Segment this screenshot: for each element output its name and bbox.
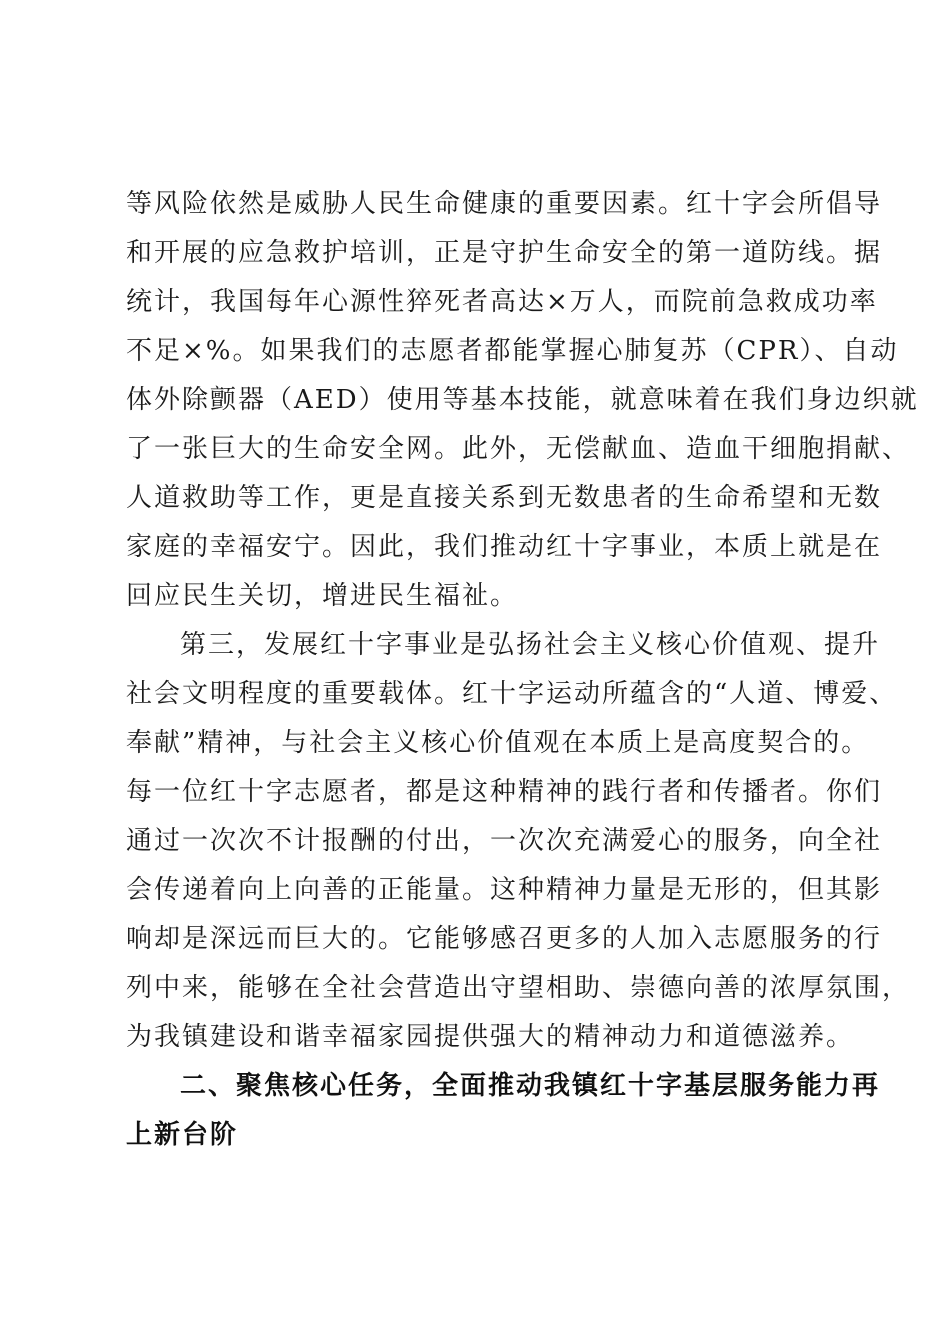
text-line: 通过一次次不计报酬的付出，一次次充满爱心的服务，向全社	[126, 826, 883, 856]
document-body	[126, 180, 919, 1160]
text-line: 为我镇建设和谐幸福家园提供强大的精神动力和道德滋养。	[126, 1022, 855, 1052]
text-line: 响却是深远而巨大的。它能够感召更多的人加入志愿服务的行	[126, 924, 883, 954]
text-line: 了一张巨大的生命安全网。此外，无偿献血、造血干细胞捐献、	[126, 434, 911, 464]
heading-line: 二、聚焦核心任务，全面推动我镇红十字基层服务能力再	[180, 1071, 881, 1101]
text-line: 不足×%。如果我们的志愿者都能掌握心肺复苏（CPR）、自动	[126, 336, 899, 366]
text-line: 列中来，能够在全社会营造出守望相助、崇德向善的浓厚氛围，	[126, 973, 911, 1003]
text-line: 奉献”精神，与社会主义核心价值观在本质上是高度契合的。	[126, 728, 870, 758]
text-line: 统计，我国每年心源性猝死者高达×万人，而院前急救成功率	[126, 287, 878, 317]
paragraph-public-health	[126, 180, 919, 621]
text-line: 体外除颤器（AED）使用等基本技能，就意味着在我们身边织就	[126, 385, 919, 415]
text-line: 会传递着向上向善的正能量。这种精神力量是无形的，但其影	[126, 875, 883, 905]
text-line: 等风险依然是威胁人民生命健康的重要因素。红十字会所倡导	[126, 189, 883, 219]
text-line: 社会文明程度的重要载体。红十字运动所蕴含的“人道、博爱、	[126, 679, 898, 709]
text-line: 家庭的幸福安宁。因此，我们推动红十字事业，本质上就是在	[126, 532, 883, 562]
text-line: 回应民生关切，增进民生福祉。	[126, 581, 519, 611]
text-line: 人道救助等工作，更是直接关系到无数患者的生命希望和无数	[126, 483, 883, 513]
paragraph-third-point	[126, 621, 911, 1062]
heading-line: 上新台阶	[126, 1120, 239, 1150]
text-line: 和开展的应急救护培训，正是守护生命安全的第一道防线。据	[126, 238, 883, 268]
text-line: 每一位红十字志愿者，都是这种精神的践行者和传播者。你们	[126, 777, 883, 807]
section-heading	[126, 1062, 881, 1160]
text-line: 第三，发展红十字事业是弘扬社会主义核心价值观、提升	[180, 630, 881, 660]
